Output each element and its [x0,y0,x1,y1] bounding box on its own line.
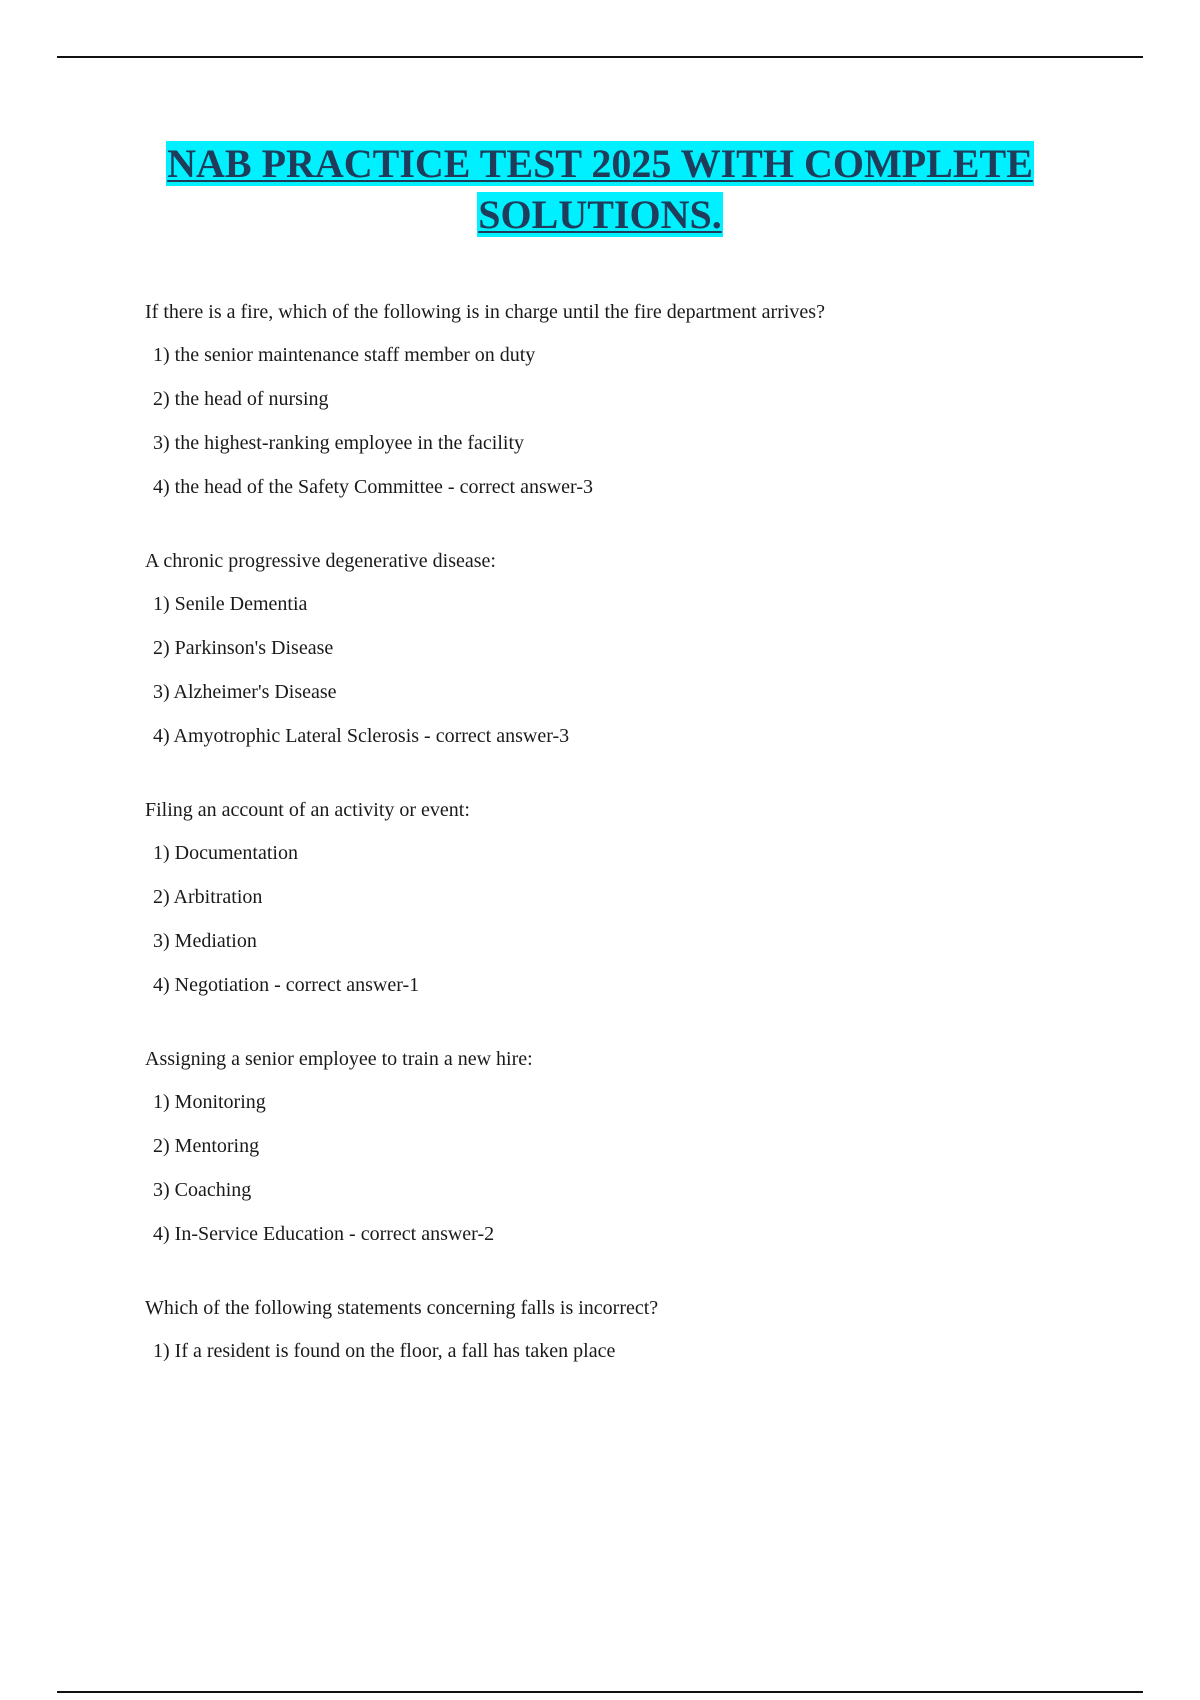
question-block [145,1045,1105,1248]
answer-option: 4) Amyotrophic Lateral Sclerosis - correct answer-3 [153,725,570,747]
question-list [145,298,1105,1411]
answer-option: 2) Parkinson's Disease [153,637,334,659]
answer-option: 2) the head of nursing [153,388,329,410]
answer-option: 3) Alzheimer's Disease [153,681,337,703]
answer-option: 3) Mediation [153,930,257,952]
answer-option: 4) In-Service Education - correct answer-2 [153,1223,495,1245]
question-block [145,298,1105,501]
document-title [0,138,1200,240]
answer-option: 1) Senile Dementia [153,593,308,615]
answer-option: 3) Coaching [153,1179,252,1201]
answer-option: 1) Documentation [153,842,298,864]
question-block [145,1294,1105,1365]
answer-option: 2) Mentoring [153,1135,260,1157]
answer-option: 3) the highest-ranking employee in the facility [153,432,524,454]
answer-option: 4) the head of the Safety Committee - correct answer-3 [153,476,593,498]
answer-option: 1) Monitoring [153,1091,266,1113]
question-text: Which of the following statements concerning falls is incorrect? [145,1297,659,1319]
title-line-2: SOLUTIONS. [478,192,722,237]
title-line-1: NAB PRACTICE TEST 2025 WITH COMPLETE [167,141,1033,186]
top-rule [57,56,1143,58]
answer-option: 1) If a resident is found on the floor, a fall has taken place [153,1340,616,1362]
answer-option: 2) Arbitration [153,886,263,908]
bottom-rule [57,1691,1143,1693]
question-text: Filing an account of an activity or event: [145,799,470,821]
answer-option: 1) the senior maintenance staff member on duty [153,344,536,366]
question-block [145,547,1105,750]
question-block [145,796,1105,999]
question-text: A chronic progressive degenerative disease: [145,550,496,572]
answer-option: 4) Negotiation - correct answer-1 [153,974,420,996]
question-text: Assigning a senior employee to train a new hire: [145,1048,533,1070]
question-text: If there is a fire, which of the following is in charge until the fire department arrives? [145,301,825,323]
